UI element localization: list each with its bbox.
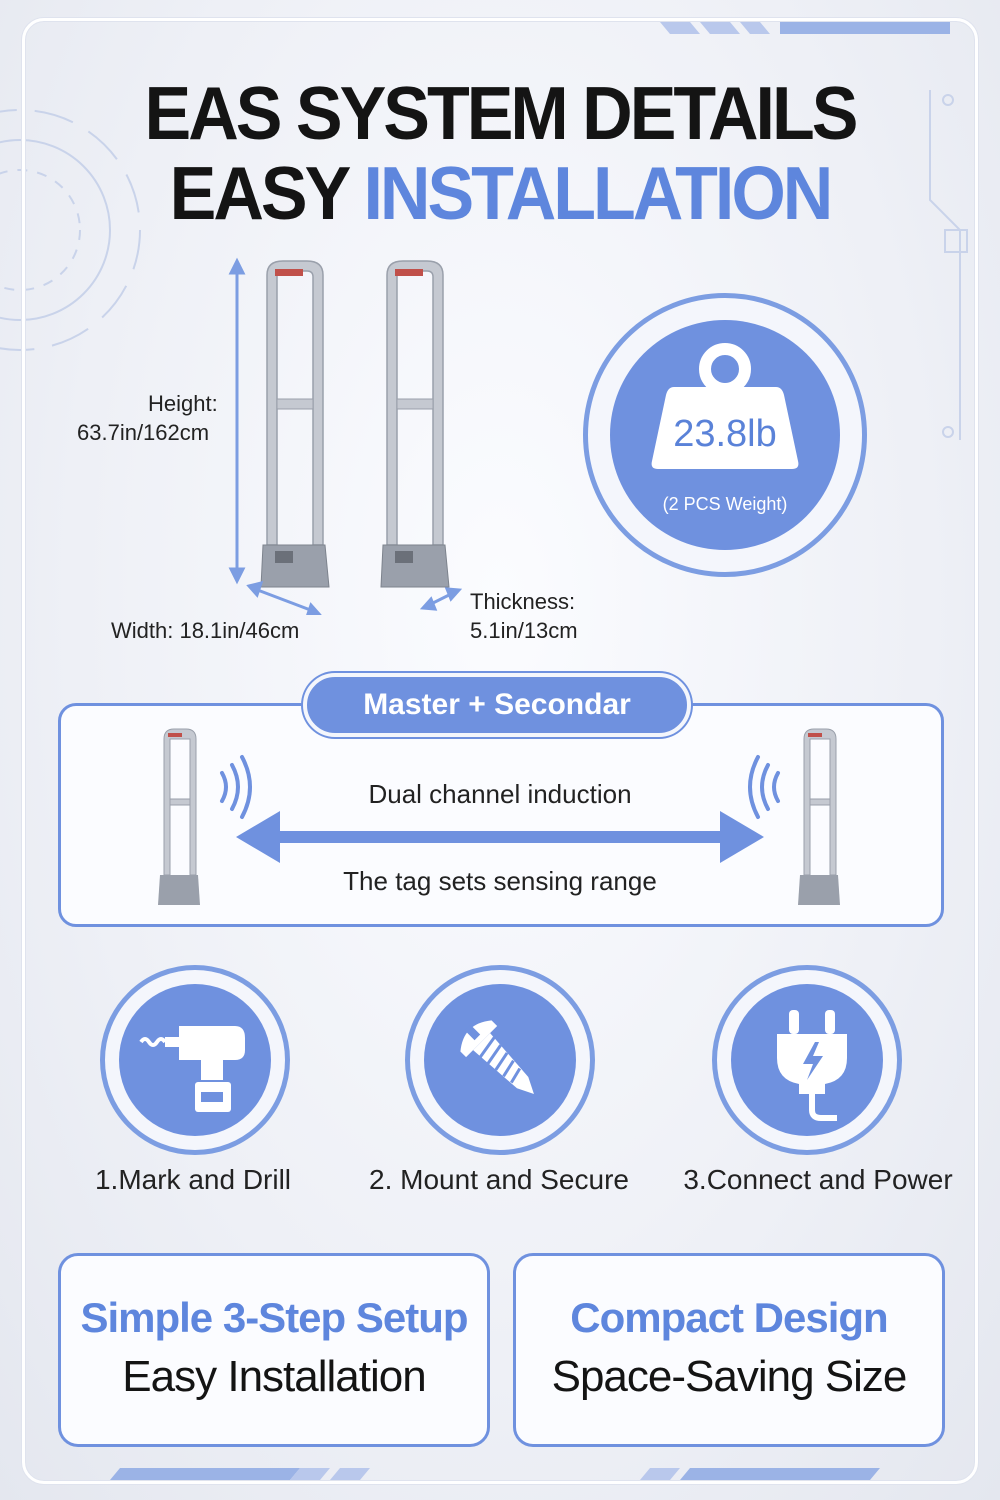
feature-setup-headline: Simple 3-Step Setup bbox=[80, 1294, 468, 1341]
weight-note: (2 PCS Weight) bbox=[662, 494, 788, 514]
step-1-badge bbox=[100, 965, 290, 1155]
step-3-label: 3.Connect and Power bbox=[683, 1164, 953, 1195]
gate-secondary bbox=[381, 261, 449, 587]
screw-icon bbox=[448, 1008, 552, 1112]
height-value: 63.7in/162cm bbox=[77, 420, 210, 445]
range-arrow bbox=[236, 811, 764, 863]
sensing-range-text: The tag sets sensing range bbox=[343, 866, 657, 896]
step-2-label: 2. Mount and Secure bbox=[369, 1164, 629, 1195]
power-plug-icon bbox=[767, 1006, 857, 1124]
title-accent: INSTALLATION bbox=[363, 150, 831, 236]
weight-value: 23.8lb bbox=[673, 413, 777, 455]
drill-icon bbox=[139, 1016, 251, 1116]
step-3-badge bbox=[712, 965, 902, 1155]
feature-setup-subline: Easy Installation bbox=[122, 1352, 426, 1401]
page-title-line-1: EAS SYSTEM DETAILS bbox=[144, 70, 856, 156]
feature-compact-subline: Space-Saving Size bbox=[551, 1352, 907, 1401]
height-label: Height: bbox=[148, 391, 218, 416]
dual-channel-text: Dual channel induction bbox=[368, 779, 632, 809]
feature-box-setup bbox=[58, 1253, 490, 1447]
thickness-label: Thickness: bbox=[470, 589, 576, 614]
step-1-label: 1.Mark and Drill bbox=[94, 1164, 292, 1195]
title-prefix: EASY bbox=[169, 150, 347, 236]
page-title-line-2 bbox=[0, 150, 1000, 236]
weight-badge bbox=[583, 293, 867, 577]
width-label: Width: 18.1in/46cm bbox=[111, 618, 300, 643]
feature-compact-headline: Compact Design bbox=[570, 1294, 888, 1341]
pairing-pill: Master + Secondar bbox=[303, 673, 691, 737]
step-2-badge bbox=[405, 965, 595, 1155]
gate-master bbox=[261, 261, 329, 587]
thickness-value: 5.1in/13cm bbox=[470, 618, 578, 643]
eas-gates-illustration bbox=[225, 255, 465, 615]
feature-box-compact bbox=[513, 1253, 945, 1447]
